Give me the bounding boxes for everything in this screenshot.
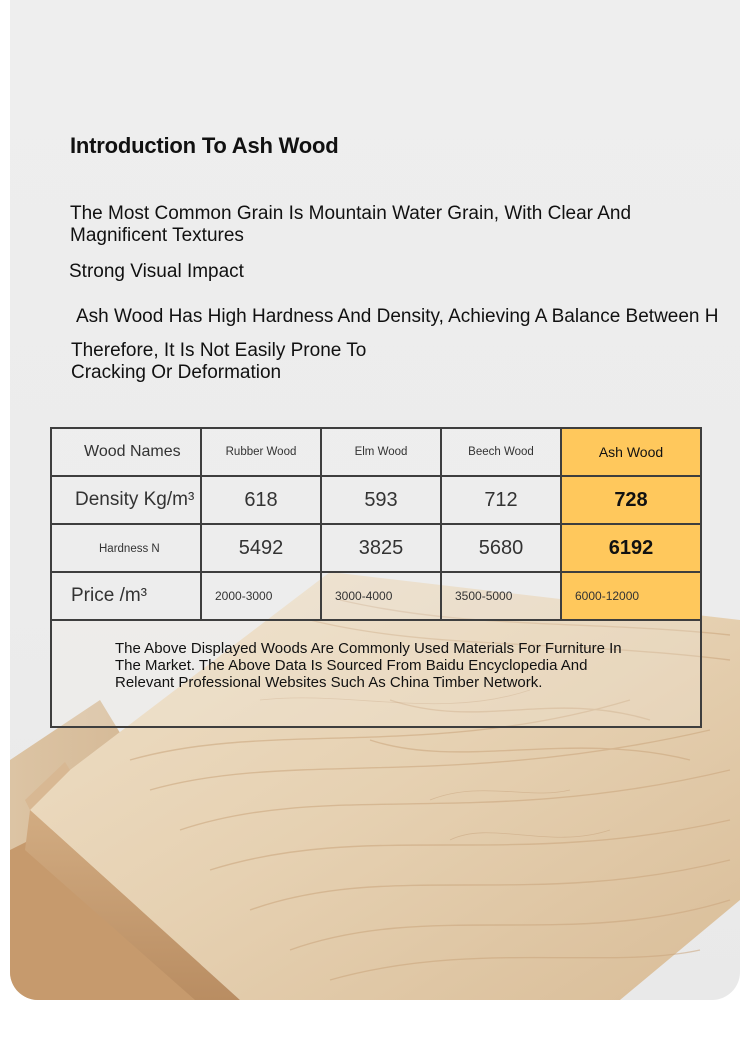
header-elm-wood: Elm Wood	[321, 428, 441, 476]
intro-hardness-text: Ash Wood Has High Hardness And Density, Achieving A Balance Between H	[76, 306, 719, 327]
hardness-beech: 5680	[441, 524, 561, 572]
density-label: Density Kg/m³	[51, 476, 201, 524]
source-note: The Above Displayed Woods Are Commonly Used Materials For Furniture In The Market. The Above Data Is Sourced From Baidu Encyclopedia And Relevant Professional Websites Such As China Timber Network.	[51, 620, 701, 727]
intro-cracking-text: Therefore, It Is Not Easily Prone To Cracking Or Deformation	[71, 340, 367, 383]
intro-visual-text: Strong Visual Impact	[69, 261, 244, 282]
table-row-density	[51, 476, 701, 524]
header-rubber-wood: Rubber Wood	[201, 428, 321, 476]
price-rubber: 2000-3000	[201, 572, 321, 620]
price-ash: 6000-12000	[561, 572, 701, 620]
density-elm: 593	[321, 476, 441, 524]
density-rubber: 618	[201, 476, 321, 524]
hardness-rubber: 5492	[201, 524, 321, 572]
header-ash-wood: Ash Wood	[561, 428, 701, 476]
price-beech: 3500-5000	[441, 572, 561, 620]
hardness-ash: 6192	[561, 524, 701, 572]
table-header-row	[51, 428, 701, 476]
table-row-hardness	[51, 524, 701, 572]
density-ash: 728	[561, 476, 701, 524]
intro-title: Introduction To Ash Wood	[70, 133, 339, 158]
hardness-elm: 3825	[321, 524, 441, 572]
price-label: Price /m³	[51, 572, 201, 620]
price-elm: 3000-4000	[321, 572, 441, 620]
product-card	[10, 0, 740, 1000]
wood-comparison-table	[50, 427, 702, 728]
hardness-label: Hardness N	[51, 524, 201, 572]
table-note-row	[51, 620, 701, 727]
header-wood-names: Wood Names	[51, 428, 201, 476]
header-beech-wood: Beech Wood	[441, 428, 561, 476]
density-beech: 712	[441, 476, 561, 524]
table-row-price	[51, 572, 701, 620]
intro-grain-text: The Most Common Grain Is Mountain Water Grain, With Clear And Magnificent Textures	[70, 203, 632, 246]
